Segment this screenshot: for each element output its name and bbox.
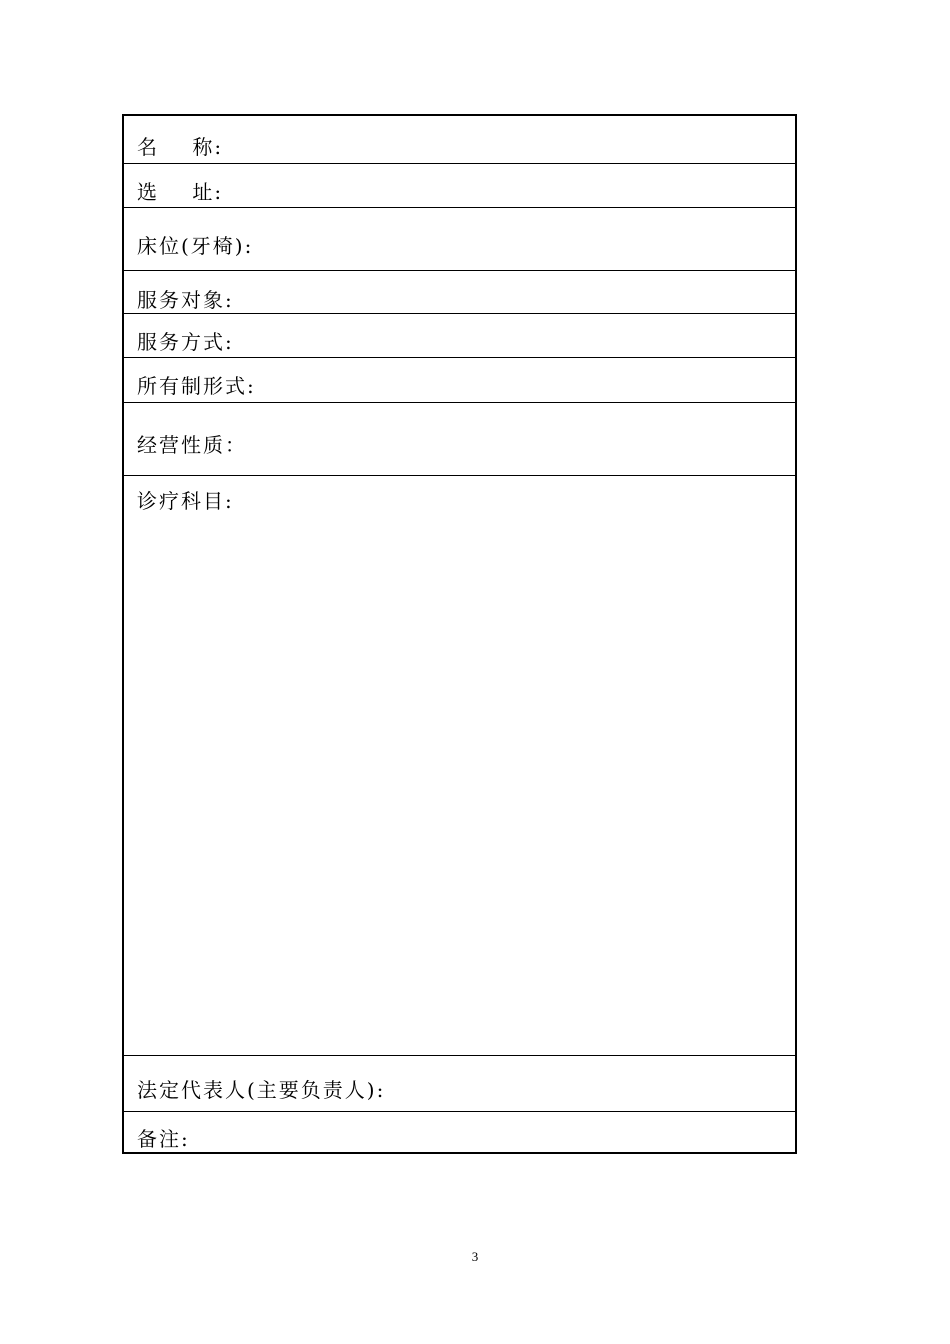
field-label-legal-representative: 法定代表人(主要负责人): xyxy=(137,1078,386,1102)
field-row-notes xyxy=(124,1112,795,1152)
field-row-departments xyxy=(124,476,795,1056)
registration-form-table xyxy=(122,114,797,1154)
field-label-site: 选 址: xyxy=(137,180,224,204)
field-row-business-nature xyxy=(124,403,795,476)
field-row-legal-representative xyxy=(124,1056,795,1112)
page-number: 3 xyxy=(471,1249,479,1264)
field-label-beds: 床位(牙椅): xyxy=(137,234,254,258)
field-label-notes: 备注: xyxy=(137,1127,190,1151)
field-row-service-target xyxy=(124,271,795,314)
field-row-name xyxy=(124,116,795,164)
field-row-service-mode xyxy=(124,314,795,358)
field-row-beds xyxy=(124,208,795,271)
field-row-site xyxy=(124,164,795,208)
field-label-name: 名 称: xyxy=(137,135,224,159)
field-label-service-mode: 服务方式: xyxy=(137,330,234,354)
field-label-ownership: 所有制形式: xyxy=(137,374,256,398)
field-label-business-nature: 经营性质： xyxy=(137,433,247,457)
field-label-service-target: 服务对象: xyxy=(137,288,234,312)
field-row-ownership xyxy=(124,358,795,403)
field-label-departments: 诊疗科目: xyxy=(137,489,234,513)
